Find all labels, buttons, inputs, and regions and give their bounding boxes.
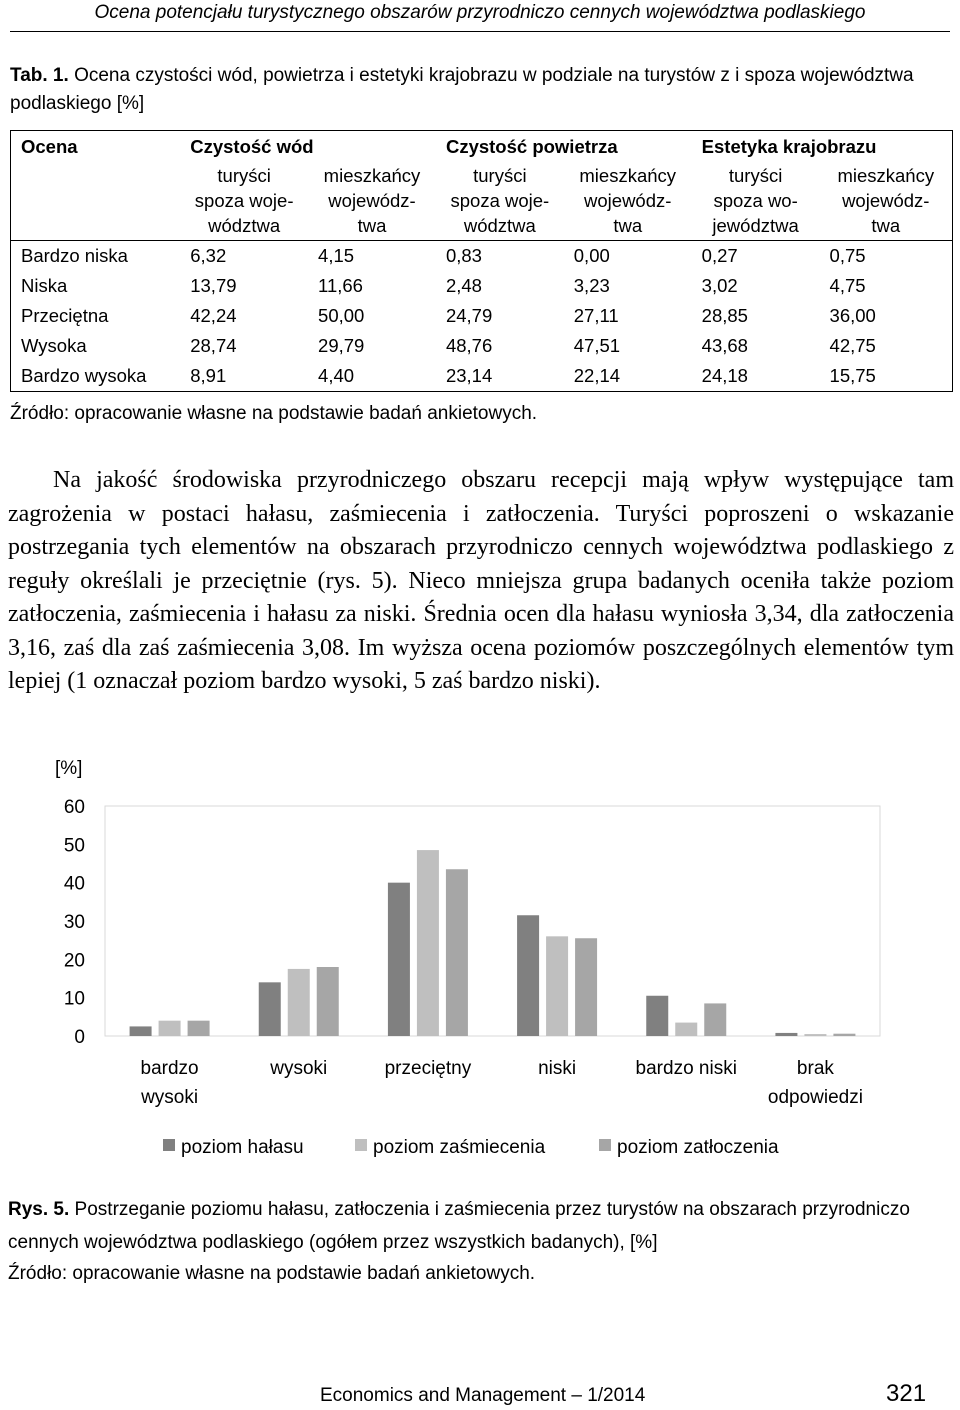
y-tick-label: 20 — [63, 950, 85, 972]
table-cell: 0,75 — [829, 245, 866, 266]
table-cell: 4,75 — [829, 275, 866, 296]
x-tick-label: brak — [796, 1058, 834, 1079]
table-cell: 6,32 — [190, 245, 227, 266]
table-cell: 13,79 — [190, 275, 237, 296]
figure-caption-text: Postrzeganie poziomu hałasu, zatłoczenia i zaśmiecenia przez turystów na obszarach przyrodniczo cennych województwa podlaskiego (ogółem przez wszystkich badanych), [%] — [8, 1199, 910, 1253]
bar-chart — [0, 750, 960, 1180]
y-tick-label: 0 — [74, 1027, 85, 1048]
table-cell: 24,18 — [701, 365, 748, 386]
figure-caption — [8, 1193, 953, 1259]
bar — [646, 996, 668, 1036]
legend-label: poziom zatłoczenia — [617, 1137, 779, 1158]
bar — [546, 936, 568, 1036]
table-cell: 36,00 — [829, 305, 876, 326]
y-tick-label: 10 — [63, 988, 85, 1010]
body-paragraph: Na jakość środowiska przyrodniczego obszaru recepcji mają wpływ występujące tam zagrożenia w postaci hałasu, zaśmiecenia i zatłoczenia. Turyści poproszeni o wskazanie postrzegania tych elementów na obszarach przyrodniczo cennych województwa podlaskiego z reguły określali je przeciętnie (rys. 5). Nieco mniejsza grupa badanych oceniła także poziom zatłoczenia, zaśmiecenia i hałasu za niski. Średnia ocen dla hałasu wyniosła 3,34, dla zatłoczenia 3,16, zaś dla zaś zaśmiecenia 3,08. Im wyższa ocena poziomów poszczególnych elementów tym lepiej (1 oznaczał poziom bardzo wysoki, 5 zaś bardzo niski). — [8, 467, 954, 694]
bar — [159, 1021, 181, 1036]
row-label: Wysoka — [21, 335, 87, 356]
x-tick-label: wysoki — [270, 1058, 328, 1079]
assessment-table — [10, 130, 953, 392]
sub-header-tourists-landscape: turyści spoza wo- jewództwa — [692, 161, 820, 241]
y-tick-label: 50 — [63, 835, 85, 857]
table-cell: 42,75 — [829, 335, 876, 356]
bar — [804, 1034, 826, 1036]
table-cell: 42,24 — [190, 305, 237, 326]
table-cell: 0,83 — [445, 245, 482, 266]
row-label: Przeciętna — [21, 305, 109, 326]
legend-swatch — [355, 1139, 367, 1151]
y-tick-label: 40 — [63, 873, 85, 895]
bar — [417, 850, 439, 1036]
page-number: 321 — [886, 1380, 927, 1407]
bar — [188, 1021, 210, 1036]
table-cell: 43,68 — [701, 335, 748, 356]
table-cell: 27,11 — [573, 305, 619, 326]
row-label: Bardzo niska — [21, 245, 128, 266]
table-cell: 29,79 — [318, 335, 365, 356]
bar — [317, 967, 339, 1036]
header-rule — [10, 31, 950, 32]
table-source: Źródło: opracowanie własne na podstawie badań ankietowych. — [10, 403, 538, 424]
x-tick-label: bardzo niski — [635, 1058, 737, 1079]
table-caption — [10, 62, 955, 118]
group-header-air: Czystość powietrza — [445, 136, 618, 157]
legend-label: poziom hałasu — [181, 1137, 304, 1158]
x-tick-label: odpowiedzi — [767, 1087, 863, 1108]
sub-header-residents-landscape: mieszkańcy wojewódz- twa — [820, 161, 953, 241]
table-cell: 0,00 — [573, 245, 610, 266]
table-cell: 4,40 — [318, 365, 355, 386]
sub-header-residents-water: mieszkańcy wojewódz- twa — [308, 161, 436, 241]
table-cell: 2,48 — [445, 275, 482, 296]
table-cell: 47,51 — [573, 335, 621, 356]
x-tick-label: wysoki — [141, 1087, 199, 1108]
row-label: Niska — [21, 275, 68, 296]
table-cell: 3,23 — [573, 275, 610, 296]
x-tick-label: przeciętny — [384, 1058, 472, 1079]
table-row — [11, 361, 953, 392]
figure-label: Rys. 5. — [8, 1199, 70, 1220]
table-cell: 28,85 — [701, 305, 748, 326]
table-row — [11, 241, 953, 272]
table-label: Tab. 1. — [10, 65, 69, 86]
table-cell: 11,66 — [318, 275, 363, 296]
group-header-water: Czystość wód — [190, 136, 314, 157]
body-text — [8, 464, 954, 699]
col-header-ocena: Ocena — [21, 136, 78, 157]
bar — [833, 1034, 855, 1036]
bar — [517, 915, 539, 1036]
bar — [675, 1023, 697, 1036]
table-caption-text: Ocena czystości wód, powietrza i estetyki krajobrazu w podziale na turystów z i spoza województwa podlaskiego [%] — [10, 65, 914, 114]
table-row — [11, 271, 953, 301]
bar — [446, 869, 468, 1036]
figure-source: Źródło: opracowanie własne na podstawie badań ankietowych. — [8, 1263, 536, 1284]
sub-header-tourists-water: turyści spoza woje- wództwa — [180, 161, 308, 241]
row-label: Bardzo wysoka — [21, 365, 147, 386]
table-cell: 23,14 — [445, 365, 493, 386]
table-cell: 48,76 — [445, 335, 493, 356]
bar — [130, 1026, 152, 1036]
bar — [288, 969, 310, 1036]
sub-header-tourists-air: turyści spoza woje- wództwa — [436, 161, 564, 241]
plot-frame — [105, 806, 880, 1036]
x-tick-label: niski — [538, 1058, 577, 1079]
y-tick-label: 60 — [63, 797, 85, 818]
table-cell: 15,75 — [829, 365, 876, 386]
table-cell: 8,91 — [190, 365, 227, 386]
footer-journal: Economics and Management – 1/2014 — [320, 1385, 646, 1406]
table-cell: 28,74 — [190, 335, 237, 356]
bar — [259, 982, 281, 1036]
legend-label: poziom zaśmiecenia — [373, 1137, 546, 1158]
sub-header-residents-air: mieszkańcy wojewódz- twa — [564, 161, 692, 241]
table-cell: 4,15 — [318, 245, 355, 266]
table-cell: 3,02 — [701, 275, 738, 296]
bar — [575, 938, 597, 1036]
table-cell: 24,79 — [445, 305, 493, 326]
x-tick-label: bardzo — [140, 1058, 199, 1079]
running-header: Ocena potencjału turystycznego obszarów przyrodniczo cennych województwa podlaskiego — [94, 2, 866, 23]
table-cell: 50,00 — [318, 305, 365, 326]
legend-swatch — [599, 1139, 611, 1151]
table-cell: 22,14 — [573, 365, 621, 386]
legend-swatch — [163, 1139, 175, 1151]
bar — [775, 1033, 797, 1036]
table-row — [11, 301, 953, 331]
bar — [388, 883, 410, 1036]
bar — [704, 1003, 726, 1036]
y-tick-label: 30 — [63, 912, 85, 933]
table-row — [11, 331, 953, 361]
y-axis-label: [%] — [55, 758, 83, 779]
group-header-landscape: Estetyka krajobrazu — [701, 136, 877, 157]
table-cell: 0,27 — [701, 245, 738, 266]
